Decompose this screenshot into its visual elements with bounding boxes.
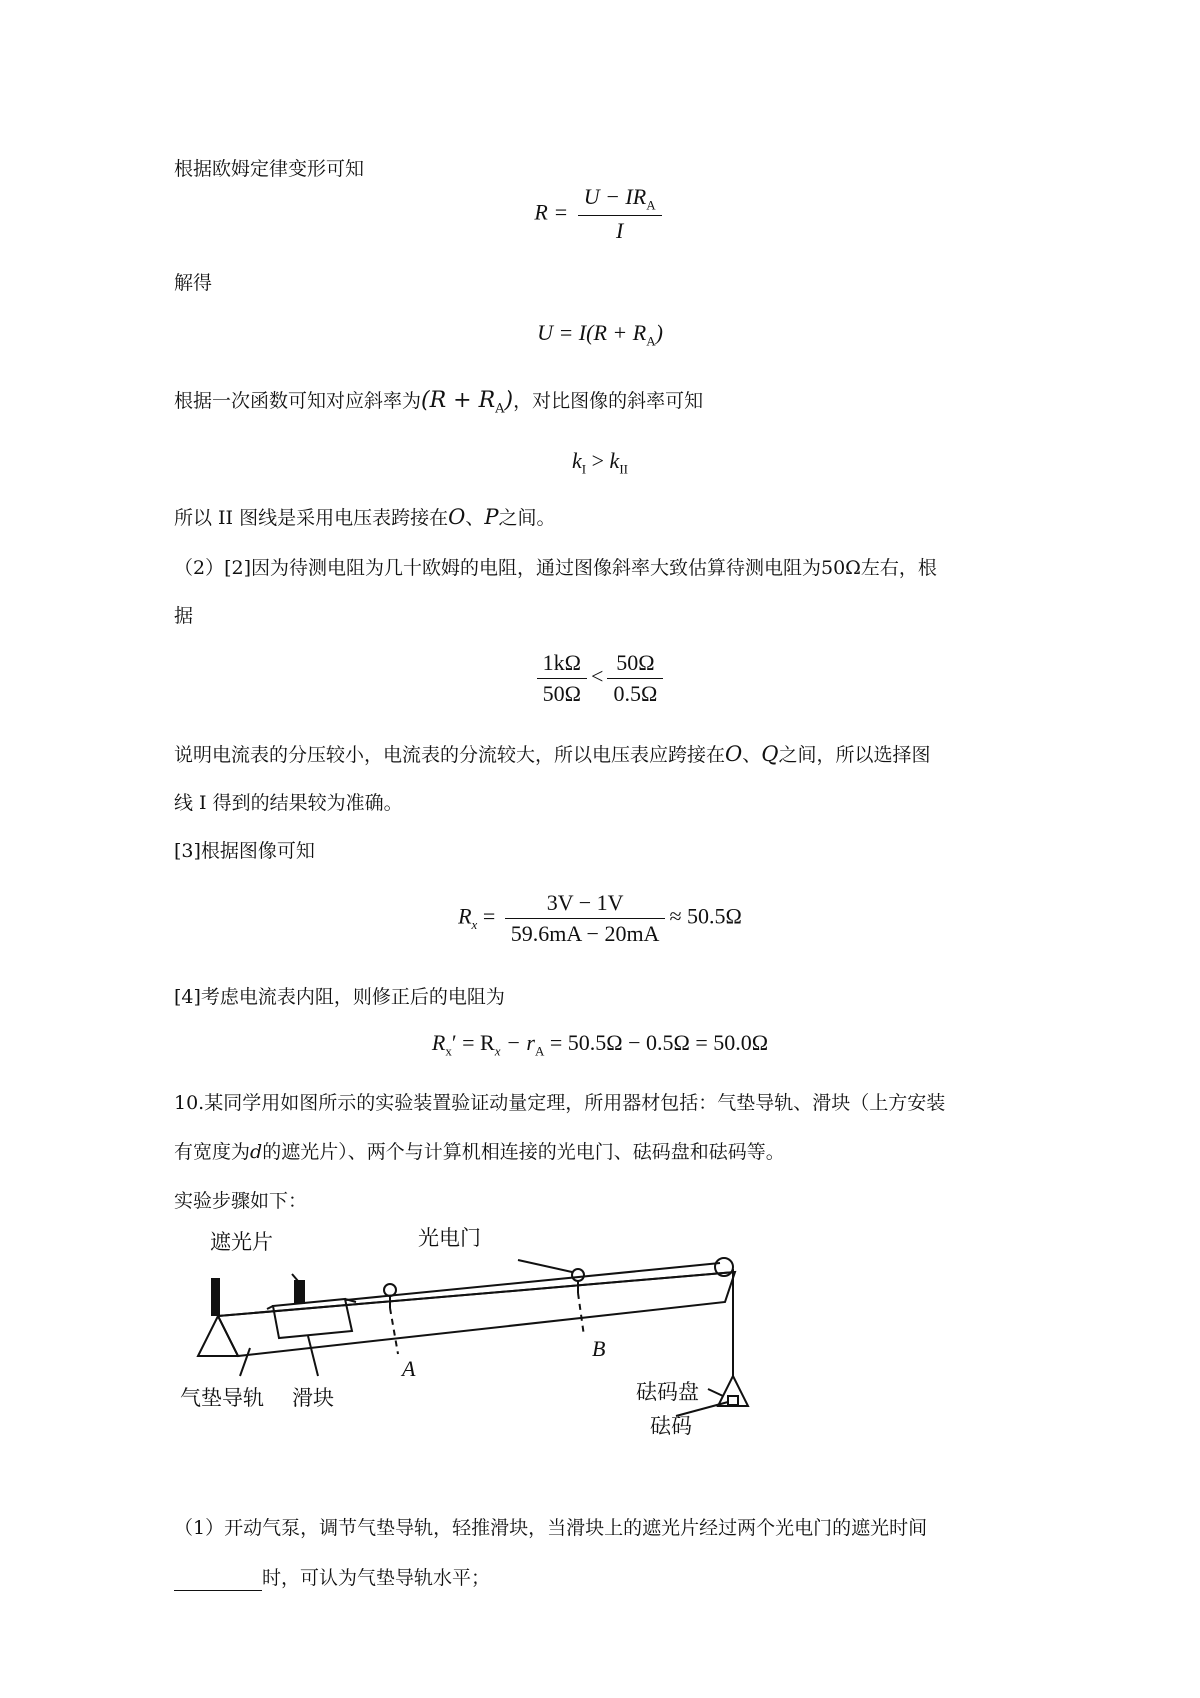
text-part: 时，可认为气垫导轨水平； xyxy=(262,1567,491,1589)
eq-part: > xyxy=(586,448,610,473)
text-part: 根据一次函数可知对应斜率为 xyxy=(174,390,422,412)
text-line xyxy=(174,388,703,422)
question-text xyxy=(174,1139,785,1165)
text-part: 之间，所以选择图 xyxy=(778,744,931,766)
end-stopper xyxy=(212,1279,219,1315)
photogate-b xyxy=(572,1269,584,1281)
inline-equation xyxy=(421,388,514,417)
text-variable: d xyxy=(250,1141,263,1163)
label-shading-plate: 遮光片 xyxy=(210,1230,273,1254)
eq-part: k xyxy=(572,448,582,473)
equation-rx-estimate xyxy=(0,890,1200,947)
photogate-a xyxy=(384,1284,396,1296)
eq-lhs: R = xyxy=(534,199,569,225)
label-weight: 砝码 xyxy=(650,1414,692,1438)
equation-ohm-rearranged xyxy=(0,184,1200,244)
step-text: （1）开动气泵，调节气垫导轨，轻推滑块，当滑块上的遮光片经过两个光电门的遮光时间 xyxy=(174,1517,928,1539)
text-line: [4]考虑电流表内阻，则修正后的电阻为 xyxy=(174,986,505,1008)
eq-part: k xyxy=(609,448,620,473)
question-text: 10.某同学用如图所示的实验装置验证动量定理，所用器材包括：气垫导轨、滑块（上方安装 xyxy=(174,1092,946,1114)
fraction-numerator xyxy=(578,184,662,216)
eq-part: ′ = R xyxy=(451,1030,495,1055)
eq-part: ) xyxy=(504,388,514,413)
text-part: 说明电流表的分压较小，电流表的分流较大，所以电压表应跨接在 xyxy=(174,744,726,766)
shading-plate xyxy=(295,1281,304,1303)
eq-part: = 50.5Ω − 0.5Ω = 50.0Ω xyxy=(544,1030,769,1055)
eq-part: ) xyxy=(655,320,663,345)
eq-subscript: II xyxy=(619,461,628,477)
text-part: 、 xyxy=(465,507,485,529)
text-line xyxy=(174,741,930,768)
text-part: 所以 II 图线是采用电压表跨接在 xyxy=(174,507,449,529)
text-line: （2）[2]因为待测电阻为几十欧姆的电阻，通过图像斜率大致估算待测电阻为50Ω左右，根 xyxy=(174,557,937,579)
eq-subscript: A xyxy=(646,197,656,213)
fraction xyxy=(537,650,587,707)
fraction xyxy=(578,184,662,244)
string xyxy=(346,1263,720,1300)
fraction-numerator: 1kΩ xyxy=(537,650,587,679)
rail-support xyxy=(198,1316,238,1356)
equation-voltage xyxy=(0,320,1200,349)
fraction-numerator: 50Ω xyxy=(607,650,663,679)
text-variable: Q xyxy=(761,742,779,766)
eq-part: R xyxy=(431,1030,446,1055)
fraction-denominator: I xyxy=(615,218,624,244)
weight xyxy=(728,1396,738,1405)
eq-subscript: I xyxy=(581,461,587,477)
text-part: 的遮光片）、两个与计算机相连接的光电门、砝码盘和砝码等。 xyxy=(262,1141,785,1163)
question-text: 实验步骤如下： xyxy=(174,1190,308,1212)
eq-subscript: A xyxy=(646,333,656,349)
step-text xyxy=(174,1565,490,1591)
apparatus-figure xyxy=(180,1226,780,1466)
weight-pan xyxy=(718,1376,748,1406)
fraction-denominator: 50Ω xyxy=(542,681,582,706)
fraction-numerator: 3V − 1V xyxy=(505,890,666,919)
equation-slope-compare xyxy=(0,448,1200,477)
eq-part: U = I(R + R xyxy=(537,320,647,345)
eq-part: U − IR xyxy=(583,184,647,209)
eq-part: ≈ 50.5Ω xyxy=(669,903,742,929)
label-air-track: 气垫导轨 xyxy=(180,1386,264,1410)
label-gate-a: A xyxy=(402,1356,416,1381)
text-part: 、 xyxy=(742,744,762,766)
text-line: 据 xyxy=(174,605,194,627)
text-part: ，对比图像的斜率可知 xyxy=(513,390,704,412)
eq-subscript: x xyxy=(445,1043,452,1059)
text-line: 根据欧姆定律变形可知 xyxy=(174,158,365,180)
text-line: [3]根据图像可知 xyxy=(174,840,315,862)
label-slider: 滑块 xyxy=(292,1386,334,1410)
label-weight-pan: 砝码盘 xyxy=(636,1380,699,1404)
text-variable: O xyxy=(725,742,743,766)
eq-part: R xyxy=(458,903,472,929)
eq-subscript: x xyxy=(471,916,478,932)
equation-ratio-compare xyxy=(0,650,1200,707)
answer-blank[interactable] xyxy=(174,1570,262,1591)
equation-rx-corrected xyxy=(0,1030,1200,1059)
text-variable: P xyxy=(484,505,499,529)
text-line xyxy=(174,504,555,531)
text-line: 解得 xyxy=(174,272,213,294)
eq-part: < xyxy=(591,663,604,689)
text-part: 之间。 xyxy=(498,507,556,529)
eq-part: − r xyxy=(500,1030,535,1055)
text-part: 有宽度为 xyxy=(174,1141,251,1163)
label-photogate: 光电门 xyxy=(418,1226,481,1250)
fraction xyxy=(607,650,663,707)
text-variable: O xyxy=(448,505,466,529)
eq-subscript: A xyxy=(495,401,505,417)
fraction-denominator: 0.5Ω xyxy=(613,681,658,706)
eq-part: (R + R xyxy=(421,388,496,413)
text-line: 线 I 得到的结果较为准确。 xyxy=(174,792,403,814)
eq-subscript: x xyxy=(494,1043,501,1059)
eq-subscript: A xyxy=(534,1043,545,1059)
fraction xyxy=(505,890,666,947)
label-gate-b: B xyxy=(592,1336,606,1361)
eq-part: = xyxy=(477,903,501,929)
fraction-denominator: 59.6mA − 20mA xyxy=(510,921,660,946)
